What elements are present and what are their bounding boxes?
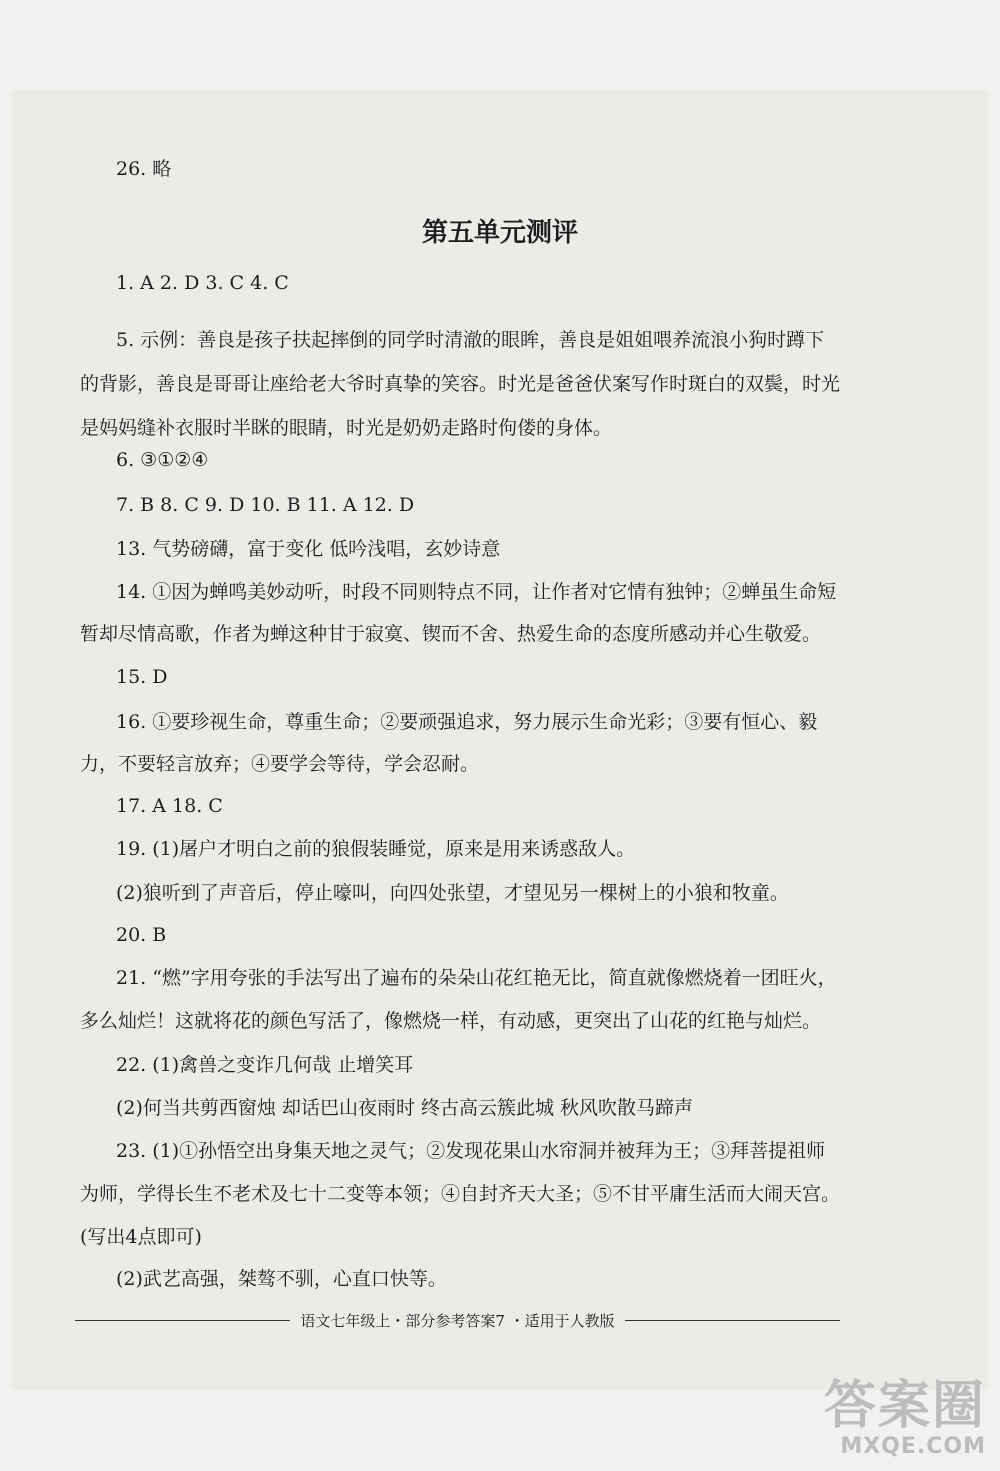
answer-line: 21. “燃”字用夸张的手法写出了遍布的朵朵山花红艳无比，简直就像燃烧着一团旺火，	[116, 967, 837, 989]
answer-line: 19. (1)屠户才明白之前的狼假装睡觉，原来是用来诱惑敌人。	[116, 838, 636, 860]
answer-line: 暂却尽情高歌，作者为蝉这种甘于寂寞、锲而不舍、热爱生命的态度所感动并心生敬爱。	[80, 623, 822, 645]
answer-item-26: 26. 略	[116, 158, 172, 180]
answer-line: 22. (1)禽兽之变诈几何哉 止增笑耳	[116, 1054, 414, 1076]
answer-line: 力，不要轻言放弃；④要学会等待，学会忍耐。	[80, 753, 480, 775]
footer-text: 语文七年级上・部分参考答案7 ・适用于人教版	[300, 1312, 615, 1330]
footer-rule-right	[625, 1320, 840, 1321]
answer-line: 23. (1)①孙悟空出身集天地之灵气；②发现花果山水帘洞并被拜为王；③拜菩提祖师	[116, 1140, 826, 1162]
answer-line: (写出4点即可)	[80, 1226, 202, 1248]
answer-line: (2)狼听到了声音后，停止嚎叫，向四处张望，才望见另一棵树上的小狼和牧童。	[116, 882, 789, 904]
section-title: 第五单元测评	[421, 218, 578, 248]
answer-line: 16. ①要珍视生命，尊重生命；②要顽强追求，努力展示生命光彩；③要有恒心、毅	[116, 711, 818, 733]
answer-line: (2)何当共剪西窗烛 却话巴山夜雨时 终古高云簇此城 秋风吹散马蹄声	[116, 1097, 694, 1119]
answer-line: 15. D	[116, 666, 168, 688]
answer-line: 是妈妈缝补衣服时半眯的眼睛，时光是奶奶走路时佝偻的身体。	[80, 417, 613, 439]
answer-line: 14. ①因为蝉鸣美妙动听，时段不同则特点不同，让作者对它情有独钟；②蝉虽生命短	[116, 581, 837, 603]
watermark-url: MXQE.COM	[840, 1434, 986, 1459]
page-footer	[75, 1310, 840, 1331]
footer-rule-left	[75, 1320, 290, 1321]
answer-line: 5. 示例：善良是孩子扶起摔倒的同学时清澈的眼眸，善良是姐姐喂养流浪小狗时蹲下	[116, 329, 825, 351]
answer-line: 多么灿烂！这就将花的颜色写活了，像燃烧一样，有动感，更突出了山花的红艳与灿烂。	[80, 1010, 822, 1032]
answer-line: 17. A 18. C	[116, 795, 223, 817]
answer-line: 6. ③①②④	[116, 449, 209, 471]
answer-line: 13. 气势磅礴，富于变化 低吟浅唱，玄妙诗意	[116, 538, 501, 560]
answer-line: (2)武艺高强，桀骜不驯，心直口快等。	[116, 1268, 447, 1290]
watermark-logo: 答案圈	[823, 1376, 986, 1436]
answer-line: 的背影，善良是哥哥让座给老大爷时真挚的笑容。时光是爸爸伏案写作时斑白的双鬓，时光	[80, 373, 841, 395]
answer-line: 1. A 2. D 3. C 4. C	[116, 272, 289, 294]
answer-line: 7. B 8. C 9. D 10. B 11. A 12. D	[116, 494, 415, 516]
answer-line: 20. B	[116, 924, 167, 946]
answer-line: 为师，学得长生不老术及七十二变等本领；④自封齐天大圣；⑤不甘平庸生活而大闹天宫。	[80, 1183, 841, 1205]
site-watermark	[816, 1378, 986, 1459]
